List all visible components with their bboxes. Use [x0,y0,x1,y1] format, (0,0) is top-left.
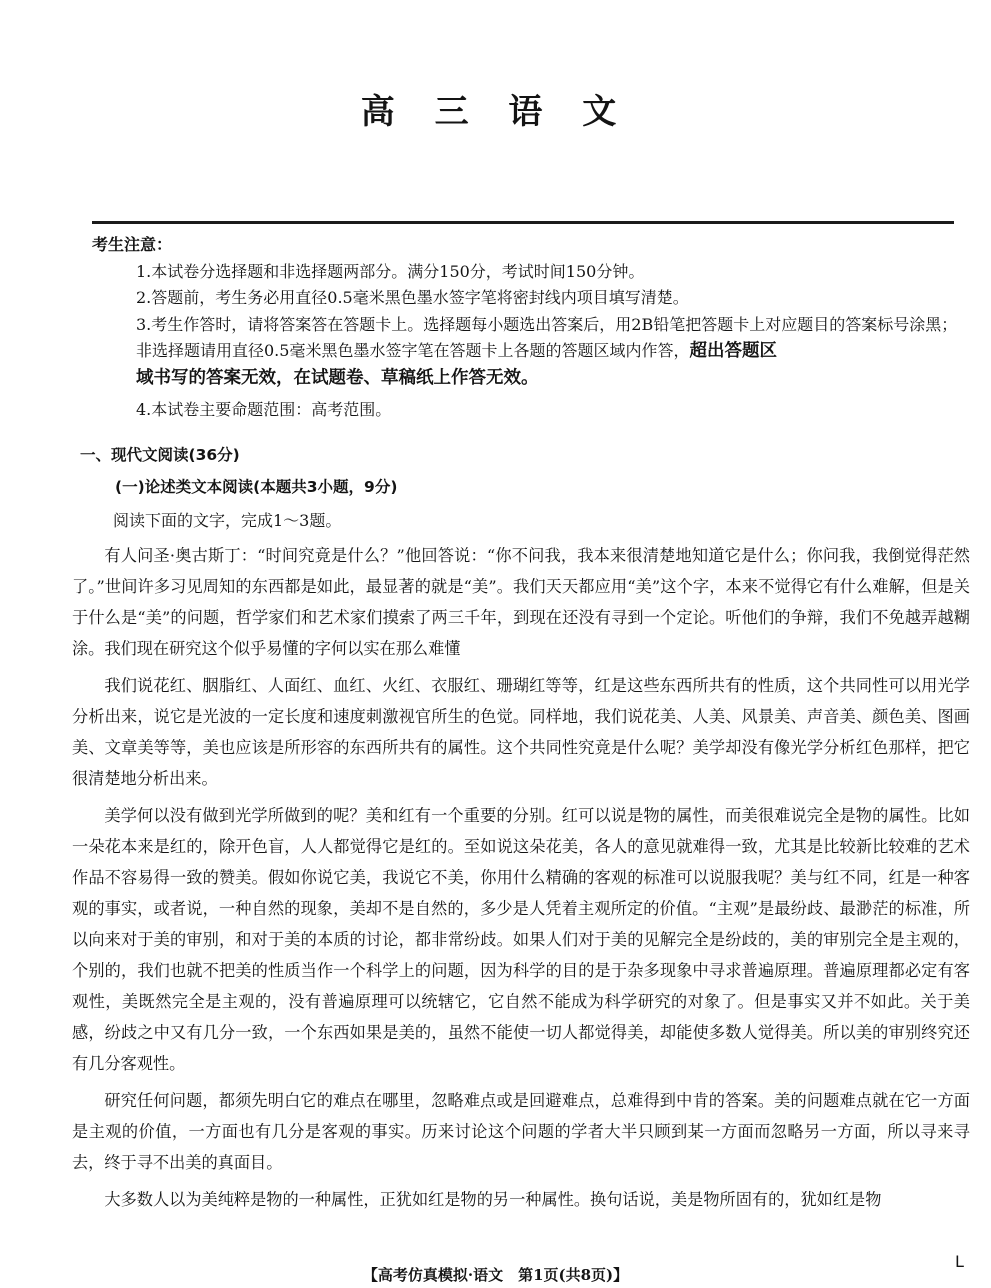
passage [72,540,970,1221]
notice-title: 考生注意： [92,235,173,254]
page-footer: 【高考仿真模拟·语文 第1页(共8页)】 [362,1266,629,1284]
notice-item-3-bold-b: 域书写的答案无效，在试题卷、草稿纸上作答无效。 [136,367,539,388]
passage-paragraph-2: 我们说花红、胭脂红、人面红、血红、火红、衣服红、珊瑚红等等，红是这些东西所共有的性质，这个共同性可以用光学分析出来，说它是光波的一定长度和速度刺激视官所生的色觉。同样地，我们说花美、人美、风景美、声音美、颜色美、图画美、文章美等等，美也应该是所形容的东西所共有的属性。这个共同性究竟是什么呢？美学却没有像光学分析红色那样，把它很清楚地分析出来。 [72,676,970,788]
passage-paragraph-4: 研究任何问题，都须先明白它的难点在哪里，忽略难点或是回避难点，总难得到中肯的答案。美的问题难点就在它一方面是主观的价值，一方面也有几分是客观的事实。历来讨论这个问题的学者大半只顾到某一方面而忽略另一方面，所以寻来寻去，终于寻不出美的真面目。 [72,1091,970,1172]
subsection-heading: (一)论述类文本阅读(本题共3小题，9分) [115,478,398,496]
notice-item-2: 2.答题前，考生务必用直径0.5毫米黑色墨水签字笔将密封线内项目填写清楚。 [136,288,689,307]
notice-item-4: 4.本试卷主要命题范围：高考范围。 [136,400,392,419]
notice-item-3-bold-a: 超出答题区 [689,341,777,361]
passage-paragraph-3: 美学何以没有做到光学所做到的呢？美和红有一个重要的分别。红可以说是物的属性，而美很难说完全是物的属性。比如一朵花本来是红的，除开色盲，人人都觉得它是红的。至如说这朵花美，各人的意见就难得一致，尤其是比较新比较难的艺术作品不容易得一致的赞美。假如你说它美，我说它不美，你用什么精确的客观的标准可以说服我呢？美与红不同，红是一种客观的事实，或者说，一种自然的现象，美却不是自然的，多少是人凭着主观所定的价值。“主观”是最纷歧、最渺茫的标准，所以向来对于美的审别，和对于美的本质的讨论，都非常纷歧。如果人们对于美的见解完全是纷歧的，美的审别完全是主观的，个别的，我们也就不把美的性质当作一个科学上的问题，因为科学的目的是于杂多现象中寻求普遍原理。普遍原理都必定有客观性，美既然完全是主观的，没有普遍原理可以统辖它，它自然不能成为科学研究的对象了。但是事实又并不如此。关于美感，纷歧之中又有几分一致，一个东西如果是美的，虽然不能使一切人都觉得美，却能使多数人觉得美。所以美的审别终究还有几分客观性。 [72,806,970,1073]
passage-paragraph-1: 有人问圣·奥古斯丁：“时间究竟是什么？”他回答说：“你不问我，我本来很清楚地知道它是什么；你问我，我倒觉得茫然了。”世间许多习见周知的东西都是如此，最显著的就是“美”。我们天天都应用“美”这个字，本来不觉得它有什么难解，但是关于什么是“美”的问题，哲学家们和艺术家们摸索了两三千年，到现在还没有寻到一个定论。听他们的争辩，我们不免越弄越糊涂。我们现在研究这个似乎易懂的字何以实在那么难懂 [72,546,970,658]
notice-item-3 [92,312,962,365]
notice-item-1: 1.本试卷分选择题和非选择题两部分。满分150分，考试时间150分钟。 [136,261,645,281]
reading-instruction: 阅读下面的文字，完成1～3题。 [113,511,342,530]
passage-paragraph-5: 大多数人以为美纯粹是物的一种属性，正犹如红是物的另一种属性。换句话说，美是物所固有的，犹如红是物 [104,1190,882,1209]
corner-mark: L [955,1252,964,1271]
section-heading: 一、现代文阅读(36分) [80,446,240,464]
notice-item-3-text: 3.考生作答时，请将答案答在答题卡上。选择题每小题选出答案后，用2B铅笔把答题卡上对应题目的答案标号涂黑；非选择题请用直径0.5毫米黑色墨水签字笔在答题卡上各题的答题区域内作答， [136,314,958,360]
exam-title: 高 三 语 文 [360,92,631,132]
notice-block [92,232,962,424]
header-divider [92,221,954,224]
